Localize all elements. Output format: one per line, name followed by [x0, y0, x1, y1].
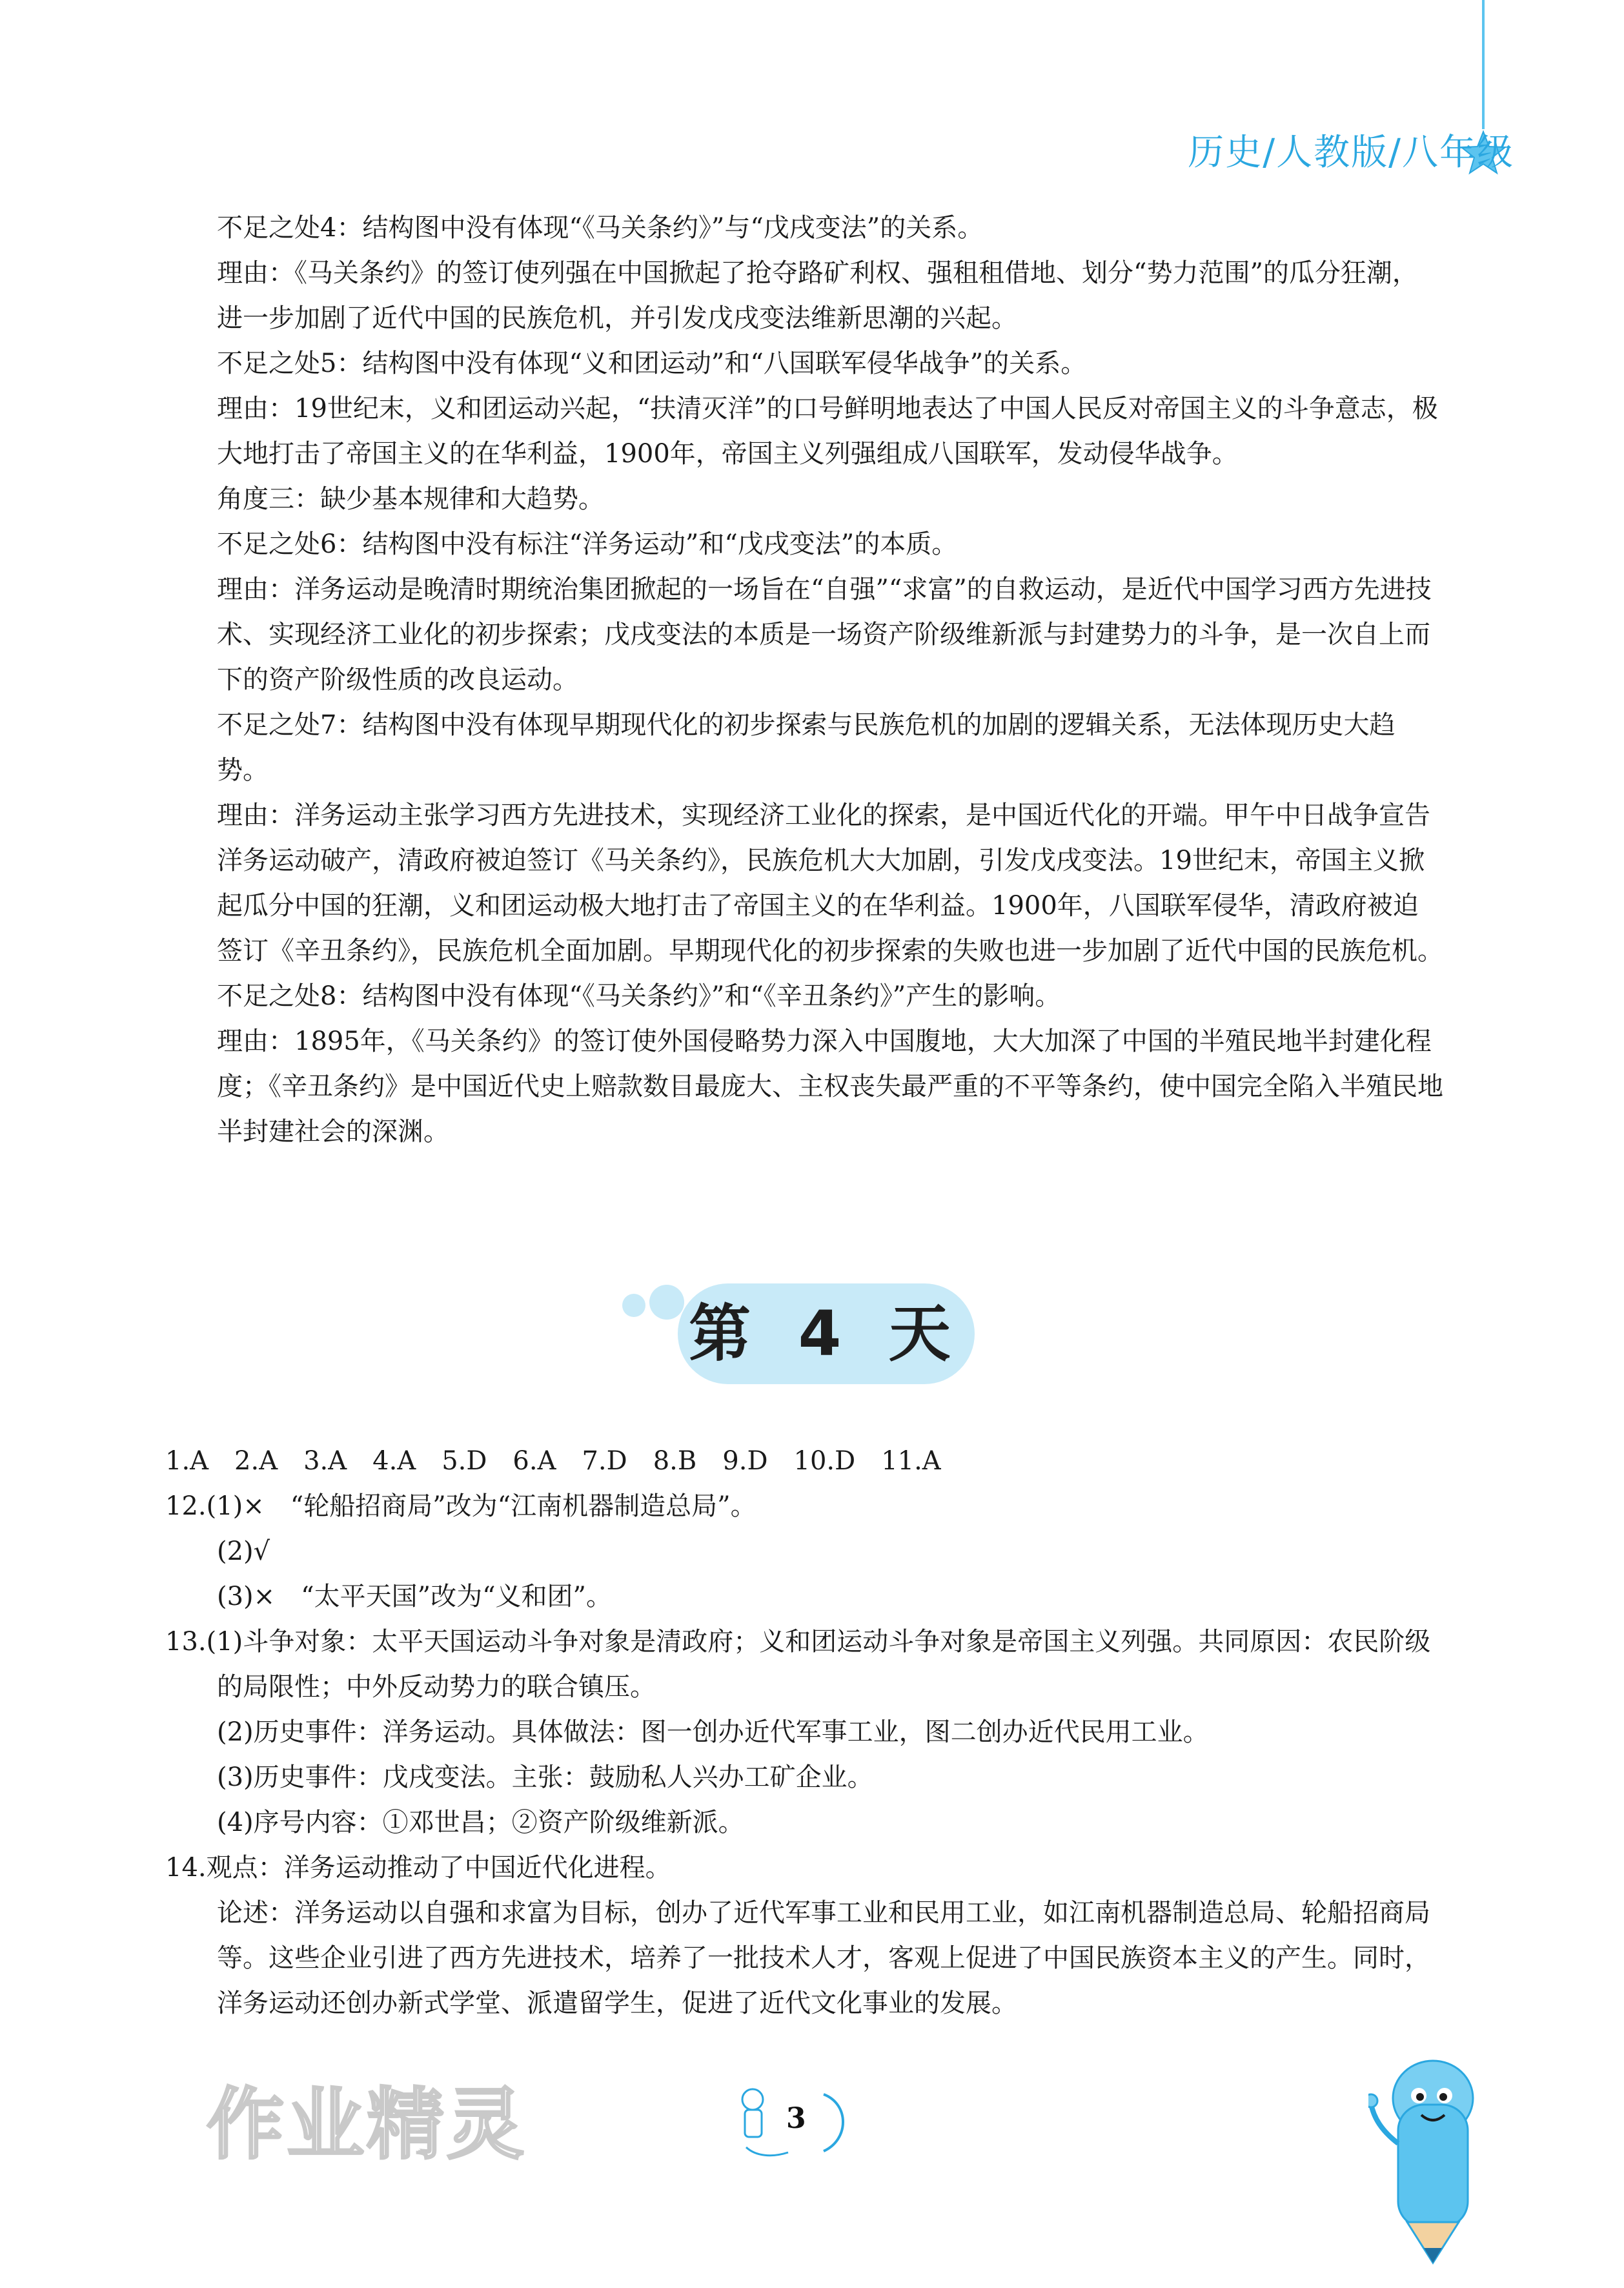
q12-answer: (2)√	[217, 1537, 270, 1566]
q13-answer: (3)历史事件：戊戌变法。主张：鼓励私人兴办工矿企业。	[217, 1762, 873, 1792]
day-heading-badge	[622, 1272, 997, 1385]
mc-answers: 1.A 2.A 3.A 4.A 5.D 6.A 7.D 8.B 9.D 10.D 11.A	[165, 1446, 941, 1476]
paragraph: 理由：洋务运动是晚清时期统治集团掀起的一场旨在“自强”“求富”的自救运动，是近代中国学习西方先进技术、实现经济工业化的初步探索；戊戌变法的本质是一场资产阶级维新派与封建势力的斗争，是一次自上而下的资产阶级性质的改良运动。	[217, 575, 1432, 695]
header-hanging-line	[1482, 0, 1485, 129]
pencil-mascot-icon	[1368, 2053, 1497, 2266]
paragraph: 不足之处7：结构图中没有体现早期现代化的初步探索与民族危机的加剧的逻辑关系，无法体现历史大趋势。	[217, 710, 1396, 785]
paragraph: 角度三：缺少基本规律和大趋势。	[217, 484, 604, 514]
header-title: 历史/人教版/八年级	[1188, 132, 1514, 174]
q14-answer: 14.观点：洋务运动推动了中国近代化进程。	[165, 1853, 671, 1883]
paragraph: 不足之处5：结构图中没有体现“义和团运动”和“八国联军侵华战争”的关系。	[217, 349, 1087, 378]
answers-section	[165, 1438, 1443, 2026]
paragraph: 理由：19世纪末，义和团运动兴起，“扶清灭洋”的口号鲜明地表达了中国人民反对帝国主义的斗争意志，极大地打击了帝国主义的在华利益，1900年，帝国主义列强组成八国联军，发动侵华战争。	[217, 394, 1438, 469]
paragraph: 不足之处6：结构图中没有标注“洋务运动”和“戊戌变法”的本质。	[217, 529, 958, 559]
answer-body	[165, 205, 1443, 1154]
paragraph: 不足之处8：结构图中没有体现“《马关条约》”和“《辛丑条约》”产生的影响。	[217, 981, 1061, 1011]
badge-dot	[622, 1294, 645, 1317]
paragraph: 理由：洋务运动主张学习西方先进技术，实现经济工业化的探索，是中国近代化的开端。甲午中日战争宣告洋务运动破产，清政府被迫签订《马关条约》，民族危机大大加剧，引发戊戌变法。19世纪末，帝国主义掀起瓜分中国的狂潮，义和团运动极大地打击了帝国主义的在华利益。1900年，八国联军侵华，清政府被迫签订《辛丑条约》，民族危机全面加剧。早期现代化的初步探索的失败也进一步加剧了近代中国的民族危机。	[217, 801, 1443, 966]
q13-answer: (4)序号内容：①邓世昌；②资产阶级维新派。	[217, 1808, 744, 1837]
q13-answer: (2)历史事件：洋务运动。具体做法：图一创办近代军事工业，图二创办近代民用工业。	[217, 1717, 1209, 1747]
paragraph: 理由：《马关条约》的签订使列强在中国掀起了抢夺路矿利权、强租租借地、划分“势力范围”的瓜分狂潮，进一步加剧了近代中国的民族危机，并引发戊戌变法维新思潮的兴起。	[217, 258, 1418, 333]
page-number: 3	[786, 2102, 806, 2135]
q13-answer: 13.(1)斗争对象：太平天国运动斗争对象是清政府；义和团运动斗争对象是帝国主义列强。共同原因：农民阶级的局限性；中外反动势力的联合镇压。	[165, 1627, 1431, 1702]
day-heading: 第 4 天	[689, 1297, 964, 1370]
q14-answer: 论述：洋务运动以自强和求富为目标，创办了近代军事工业和民用工业，如江南机器制造总局、轮船招商局等。这些企业引进了西方先进技术，培养了一批技术人才，客观上促进了中国民族资本主义的产生。同时，洋务运动还创办新式学堂、派遣留学生，促进了近代文化事业的发展。	[217, 1898, 1430, 2018]
q12-answer: (3)× “太平天国”改为“义和团”。	[217, 1582, 612, 1611]
paragraph: 理由：1895年，《马关条约》的签订使外国侵略势力深入中国腹地，大大加深了中国的半殖民地半封建化程度；《辛丑条约》是中国近代史上赔款数目最庞大、主权丧失最严重的不平等条约，使中国完全陷入半殖民地半封建社会的深渊。	[217, 1027, 1443, 1147]
paragraph: 不足之处4：结构图中没有体现“《马关条约》”与“戊戌变法”的关系。	[217, 213, 984, 243]
q12-answer: 12.(1)× “轮船招商局”改为“江南机器制造总局”。	[165, 1491, 756, 1521]
watermark: 作业精灵	[207, 2080, 527, 2170]
